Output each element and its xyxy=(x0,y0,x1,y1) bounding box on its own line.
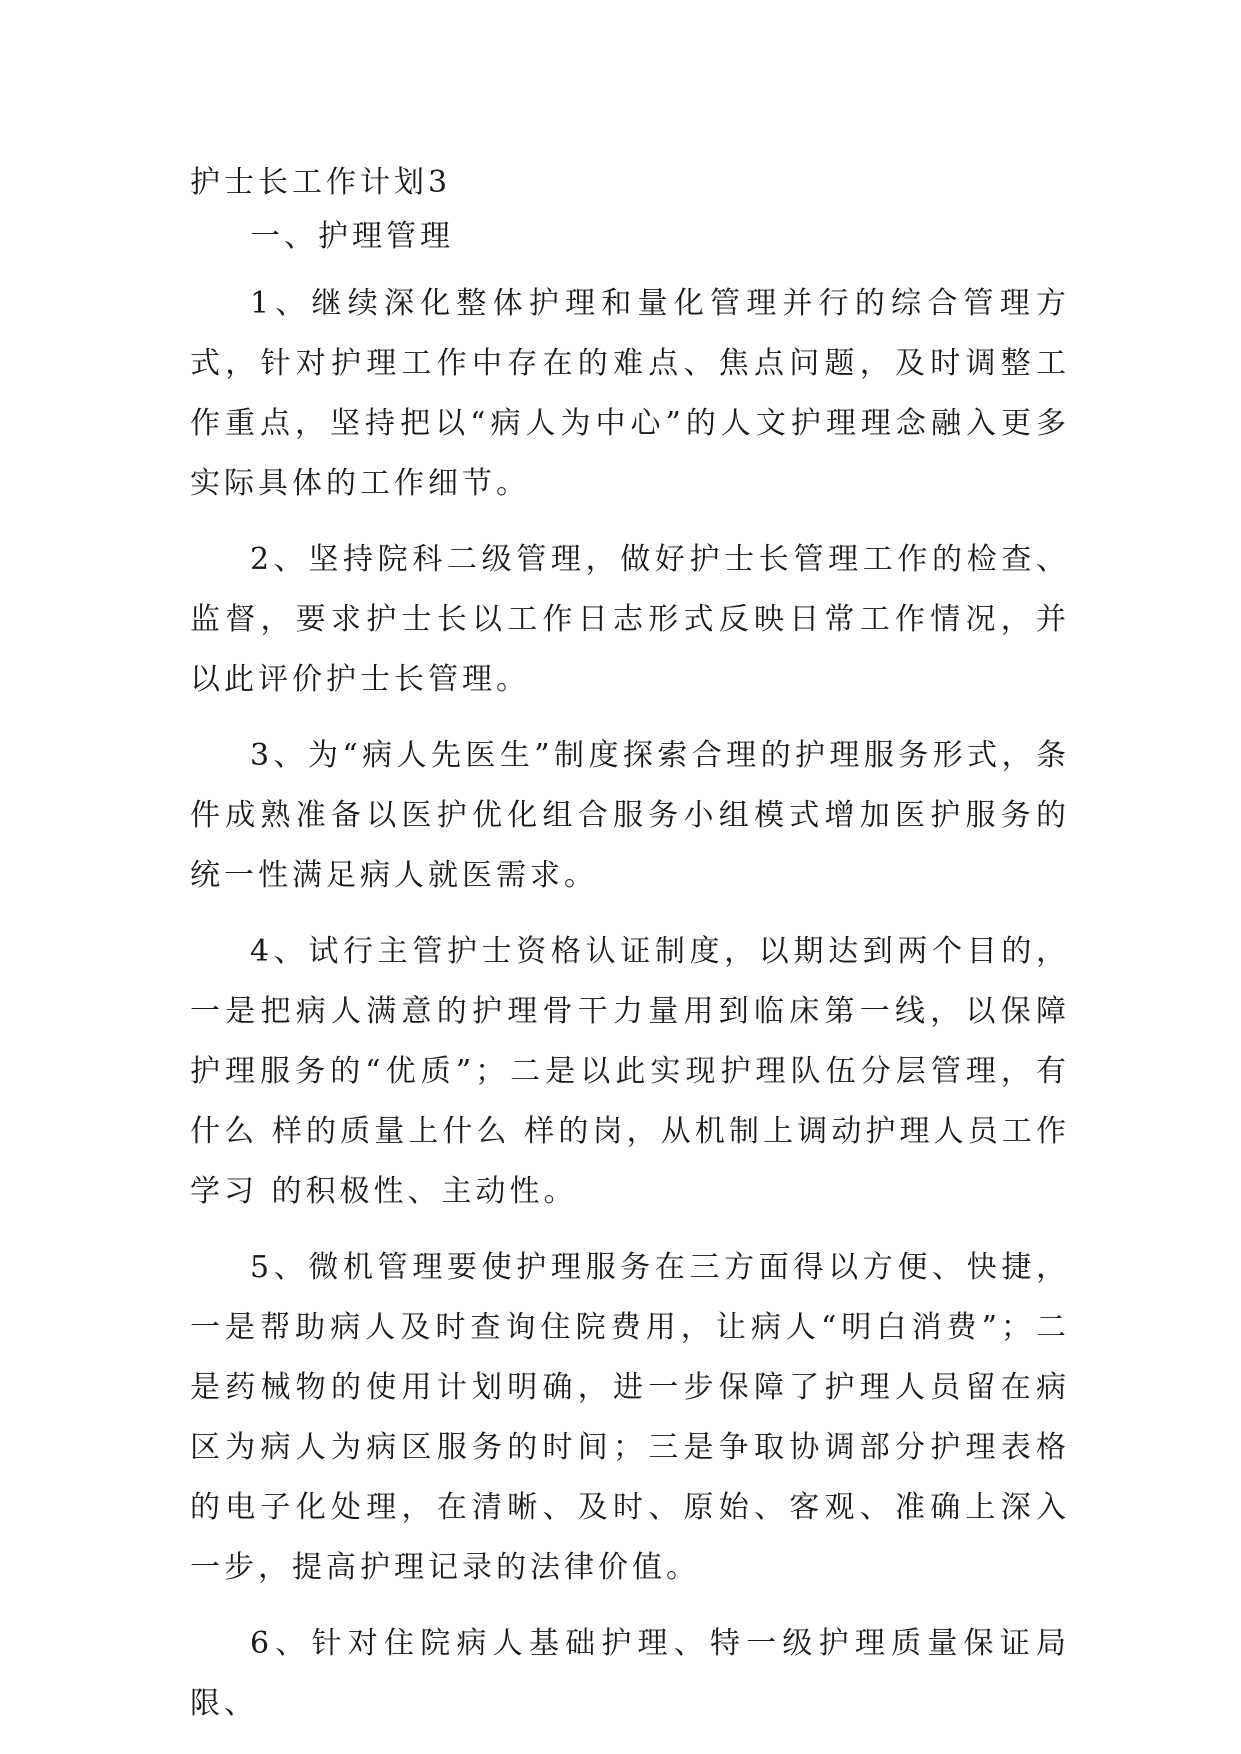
paragraph-4: 4、试行主管护士资格认证制度，以期达到两个目的，一是把病人满意的护理骨干力量用到临床第一线，以保障护理服务的“优质”；二是以此实现护理队伍分层管理，有什么 样的质量上什么 样的岗，从机制上调动护理人员工作学习 的积极性、主动性。 xyxy=(190,934,1070,1209)
section-heading: 一、护理管理 xyxy=(250,219,454,254)
paragraph-5: 5、微机管理要使护理服务在三方面得以方便、快捷，一是帮助病人及时查询住院费用，让病人“明白消费”；二是药械物的使用计划明确，进一步保障了护理人员留在病区为病人为病区服务的时间；三是争取协调部分护理表格的电子化处理，在清晰、及时、原始、客观、准确上深入一步，提高护理记录的法律价值。 xyxy=(190,1250,1070,1585)
document-title: 护士长工作计划3 xyxy=(190,165,452,200)
paragraph-2: 2、坚持院科二级管理，做好护士长管理工作的检查、监督，要求护士长以工作日志形式反映日常工作情况，并以此评价护士长管理。 xyxy=(190,542,1070,697)
paragraph-1: 1、继续深化整体护理和量化管理并行的综合管理方式，针对护理工作中存在的难点、焦点问题，及时调整工作重点，坚持把以“病人为中心”的人文护理理念融入更多实际具体的工作细节。 xyxy=(190,286,1070,501)
paragraph-6: 6、针对住院病人基础护理、特一级护理质量保证局限、 xyxy=(190,1626,1070,1721)
document-body xyxy=(190,162,1070,1734)
paragraph-3: 3、为“病人先医生”制度探索合理的护理服务形式，条件成熟准备以医护优化组合服务小组模式增加医护服务的统一性满足病人就医需求。 xyxy=(190,738,1070,893)
